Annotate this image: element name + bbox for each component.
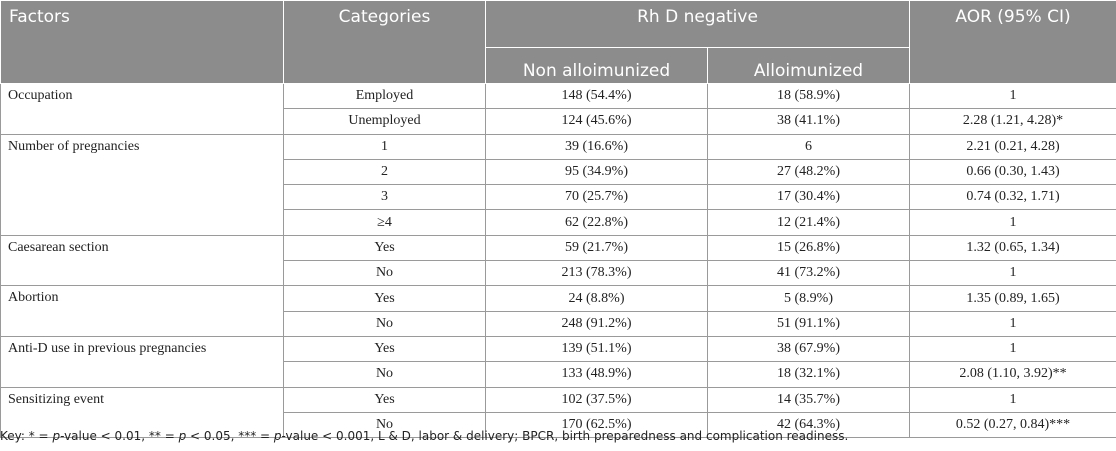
allo-cell: 14 (35.7%) <box>708 387 910 412</box>
factor-cell: Caesarean section <box>1 235 284 286</box>
header-non-alloimunized: Non alloimunized <box>486 48 708 84</box>
allo-cell: 38 (67.9%) <box>708 336 910 361</box>
p-italic: p <box>178 429 187 443</box>
header-rh-d-negative: Rh D negative <box>486 1 910 48</box>
allo-cell: 38 (41.1%) <box>708 109 910 134</box>
non-allo-cell: 95 (34.9%) <box>486 159 708 184</box>
category-cell: Unemployed <box>284 109 486 134</box>
allo-cell: 27 (48.2%) <box>708 159 910 184</box>
non-allo-cell: 124 (45.6%) <box>486 109 708 134</box>
aor-cell: 2.08 (1.10, 3.92)** <box>910 362 1116 387</box>
category-cell: No <box>284 412 486 437</box>
key-text: Key: * = <box>0 429 53 443</box>
category-cell: Employed <box>284 84 486 109</box>
non-allo-cell: 39 (16.6%) <box>486 134 708 159</box>
allo-cell: 17 (30.4%) <box>708 185 910 210</box>
non-allo-cell: 248 (91.2%) <box>486 311 708 336</box>
allo-cell: 18 (32.1%) <box>708 362 910 387</box>
factor-cell: Anti-D use in previous pregnancies <box>1 336 284 387</box>
header-categories: Categories <box>284 1 486 84</box>
key-text: < 0.05, *** = <box>186 429 274 443</box>
allo-cell: 51 (91.1%) <box>708 311 910 336</box>
non-allo-cell: 148 (54.4%) <box>486 84 708 109</box>
header-aor: AOR (95% CI) <box>910 1 1116 84</box>
p-italic: p <box>52 429 61 443</box>
aor-cell: 0.66 (0.30, 1.43) <box>910 159 1116 184</box>
table-footnote <box>0 429 848 443</box>
p-italic: p <box>273 429 282 443</box>
key-text: -value < 0.01, ** = <box>60 429 179 443</box>
aor-cell: 0.52 (0.27, 0.84)*** <box>910 412 1116 437</box>
non-allo-cell: 213 (78.3%) <box>486 261 708 286</box>
aor-cell: 1.32 (0.65, 1.34) <box>910 235 1116 260</box>
allo-cell: 41 (73.2%) <box>708 261 910 286</box>
factor-cell: Number of pregnancies <box>1 134 284 235</box>
factor-cell: Occupation <box>1 84 284 135</box>
table-row <box>1 84 1116 109</box>
aor-cell: 1.35 (0.89, 1.65) <box>910 286 1116 311</box>
aor-cell: 1 <box>910 84 1116 109</box>
aor-cell: 1 <box>910 261 1116 286</box>
aor-cell: 2.21 (0.21, 4.28) <box>910 134 1116 159</box>
category-cell: 3 <box>284 185 486 210</box>
non-allo-cell: 24 (8.8%) <box>486 286 708 311</box>
category-cell: ≥4 <box>284 210 486 235</box>
non-allo-cell: 62 (22.8%) <box>486 210 708 235</box>
table-row <box>1 336 1116 361</box>
non-allo-cell: 139 (51.1%) <box>486 336 708 361</box>
non-allo-cell: 102 (37.5%) <box>486 387 708 412</box>
aor-cell: 1 <box>910 210 1116 235</box>
aor-cell: 0.74 (0.32, 1.71) <box>910 185 1116 210</box>
aor-cell: 1 <box>910 336 1116 361</box>
allo-cell: 42 (64.3%) <box>708 412 910 437</box>
non-allo-cell: 133 (48.9%) <box>486 362 708 387</box>
aor-cell: 2.28 (1.21, 4.28)* <box>910 109 1116 134</box>
category-cell: 1 <box>284 134 486 159</box>
category-cell: No <box>284 261 486 286</box>
factor-cell: Abortion <box>1 286 284 337</box>
header-alloimunized: Alloimunized <box>708 48 910 84</box>
table-row <box>1 387 1116 412</box>
category-cell: Yes <box>284 336 486 361</box>
allo-cell: 18 (58.9%) <box>708 84 910 109</box>
category-cell: Yes <box>284 235 486 260</box>
aor-cell: 1 <box>910 311 1116 336</box>
table-row <box>1 235 1116 260</box>
factor-cell: Sensitizing event <box>1 387 284 438</box>
table-row <box>1 286 1116 311</box>
aor-cell: 1 <box>910 387 1116 412</box>
category-cell: No <box>284 311 486 336</box>
key-text: -value < 0.001, L & D, labor & delivery; BPCR, birth preparedness and complication readiness. <box>281 429 849 443</box>
category-cell: 2 <box>284 159 486 184</box>
non-allo-cell: 170 (62.5%) <box>486 412 708 437</box>
table-row <box>1 134 1116 159</box>
allo-cell: 5 (8.9%) <box>708 286 910 311</box>
non-allo-cell: 59 (21.7%) <box>486 235 708 260</box>
category-cell: Yes <box>284 387 486 412</box>
category-cell: No <box>284 362 486 387</box>
allo-cell: 15 (26.8%) <box>708 235 910 260</box>
category-cell: Yes <box>284 286 486 311</box>
header-factors: Factors <box>1 1 284 84</box>
allo-cell: 12 (21.4%) <box>708 210 910 235</box>
non-allo-cell: 70 (25.7%) <box>486 185 708 210</box>
allo-cell: 6 <box>708 134 910 159</box>
